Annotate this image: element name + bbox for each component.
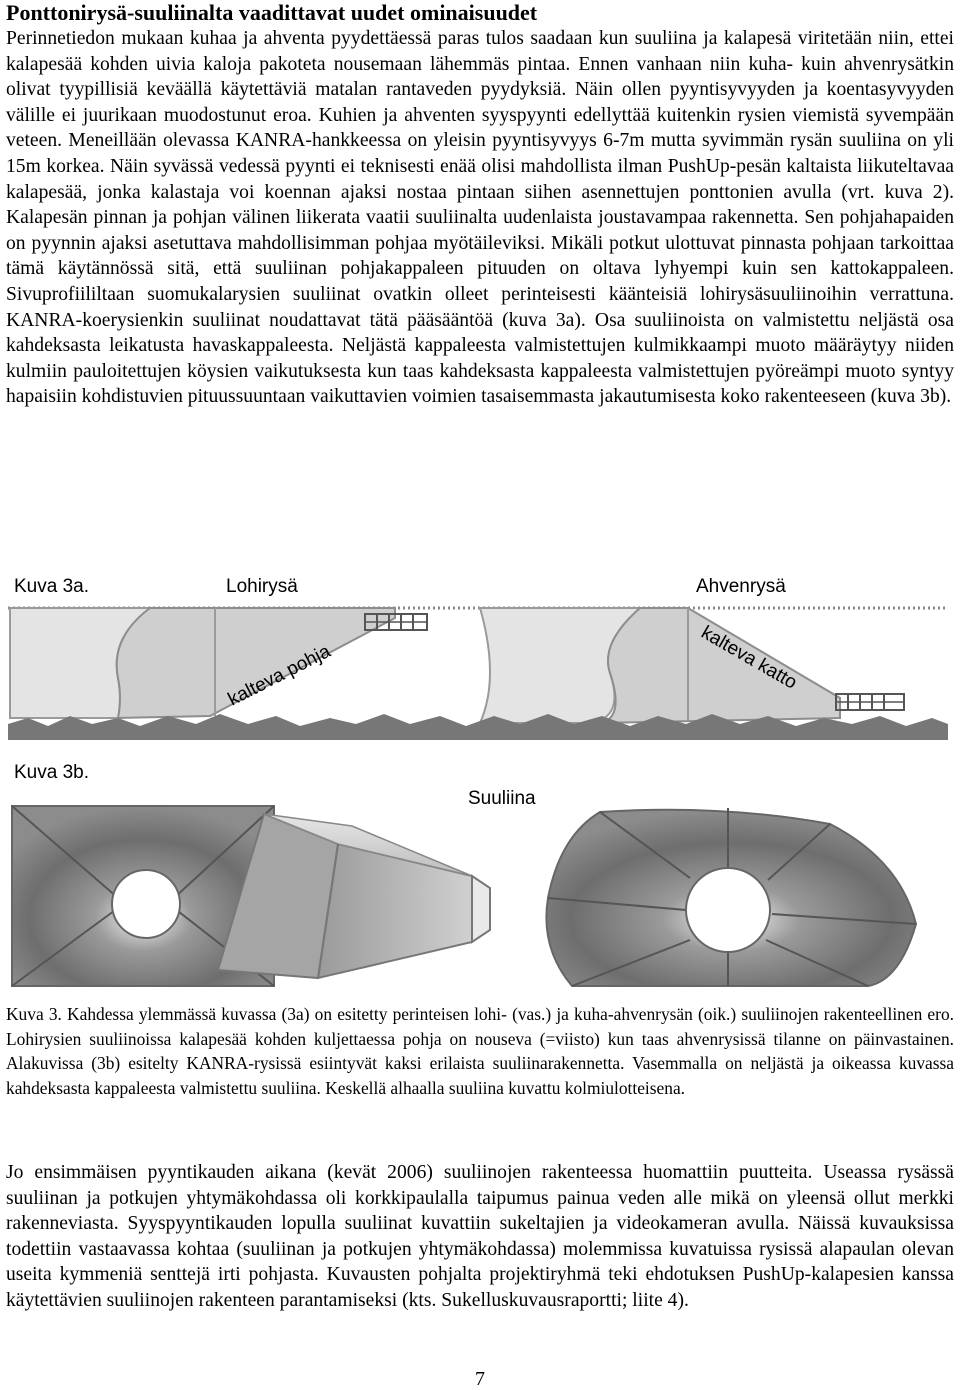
figure-caption: Kuva 3. Kahdessa ylemmässä kuvassa (3a) on esitetty perinteisen lohi- (vas.) ja kuha-ahvenrysän (oik.) suuliinojen rakenteellinen ero. Lohirysien suuliinoissa kalapesää kohden kuljettaessa pohja on nouseva (=viisto) kun taas ahvenrysissä tilanne on päinvastainen. Alakuvissa (3b) esitelty KANRA-rysissä esiintyvät kaksi erilaista suuliinarakennetta. Vasemmalla on neljästä ja oikeassa kuvassa kahdeksasta kappaleesta valmistettu suuliina. Keskellä alhaalla suuliina kuvattu kolmiulotteisena. (6, 1004, 954, 1098)
figure-3 (0, 568, 960, 996)
intro-paragraph: Perinnetiedon mukaan kuhaa ja ahventa pyydettäessä paras tulos saadaan kun suuliina ja kalapesä viritetään niin, ettei kalapesää kohden uivia kaloja pakoteta nousemaan lähemmäs pintaa. Ennen vanhaan niin kuha- kuin ahvenrysätkin olivat tyypillisiä keväällä käytettäviä matalan rantaveden pyydyksiä. Näin ollen pyyntisyvyyden ja koentasyvyyden välille ei juurikaan muodostunut eroa. Kuhien ja ahventen syyspyynti edellyttää kuitenkin rysien viemistä syvempään veteen. Meneillään olevassa KANRA-hankkeessa on yleisin pyyntisyvyys 6-7m mutta syvimmän rysän suuliina on yli 15m korkea. Näin syvässä vedessä pyynti ei teknisesti enää olisi mahdollista ilman PushUp-pesän kaltaista liikuteltavaa kalapesää, jonka kalastaja voi koennan ajaksi nostaa pintaan siihen asennettujen ponttonien avulla (vrt. kuva 2). Kalapesän pinnan ja pohjan välinen liikerata vaatii suuliinalta uudenlaista joustavampaa rakennetta. Sen pohjahapaiden on pyynnin ajaksi asetuttava mahdollisimman pohjaa myötäileviksi. Mikäli potkut ulottuvat pinnasta pohjaan tarkoittaa tämä käytännössä sitä, että suuliinan pohjakappaleen pituuden on oltava lyhyempi kuin sen kattokappaleen. Sivuprofiililtaan suomukalarysien suuliinat ovatkin olleet perinteisesti käänteisiä lohirysäsuuliinoihin verrattuna. KANRA-koerysienkin suuliinat noudattavat tätä pääsääntöä (kuva 3a). Osa suuliinoista on valmistettu neljästä osa kahdeksasta leikatusta havaskappaleesta. Neljästä kappaleesta valmistettujen kulmikkaampi muoto määräytyy niiden kulmiin pauloitettujen köysien vaikutuksesta kun taas kahdeksasta kappaleesta valmistettujen pyöreämpi muoto syntyy hapaisiin kohdistuvien pituussuuntaan vaikuttavien voimien tasaisemmasta jakautumisesta koko rakenteeseen (kuva 3b). (6, 28, 954, 408)
four-piece-opening (112, 870, 180, 938)
eight-piece-opening (686, 868, 770, 952)
eight-piece-funnel (546, 808, 916, 986)
suuliina-label: Suuliina (468, 788, 536, 809)
kuva-3b-label: Kuva 3b. (14, 762, 89, 783)
kuva-3a-label: Kuva 3a. (14, 576, 89, 597)
lohirysa-label: Lohirysä (226, 576, 298, 597)
closing-paragraph: Jo ensimmäisen pyyntikauden aikana (kevät 2006) suuliinojen rakenteessa huomattiin puutteita. Useassa rysässä suuliinan ja potkujen yhtymäkohdassa oli korkkipaulalla taipumus painua veden alle mikä on yleensä ollut merkki rakenneviasta. Syyspyyntikauden lopulla suuliinat kuvattiin sukeltajien ja videokameran avulla. Näissä kuvauksissa todettiin vastaavassa kohtaa (suuliinan ja potkujen yhtymäkohdassa) molemmissa kuvatuissa rysissä alapaulan olevan useita kymmeniä senttejä irti pohjasta. Kuvausten pohjalta projektiryhmä teki ehdotuksen PushUp-kalapesien kanssa käytettävien suuliinojen rakenteen parantamiseksi (kts. Sukelluskuvausraportti; liite 4). (6, 1162, 954, 1311)
ahvenrysa-label: Ahvenrysä (696, 576, 786, 597)
kalteva-katto-label: kalteva katto (697, 622, 801, 694)
funnel-3d-view (218, 814, 490, 978)
lohirysa-net (117, 608, 395, 718)
figure-3a (8, 576, 948, 740)
figure-3-illustration (0, 568, 960, 996)
page-number: 7 (475, 1368, 485, 1390)
kalteva-pohja-label: kalteva pohja (224, 640, 335, 711)
section-heading: Ponttonirysä-suuliinalta vaadittavat uudet ominaisuudet (6, 0, 538, 25)
ahvenrysa-net (600, 608, 840, 723)
ahvenrysa-fish-chamber (836, 694, 904, 710)
figure-3b (12, 762, 916, 986)
